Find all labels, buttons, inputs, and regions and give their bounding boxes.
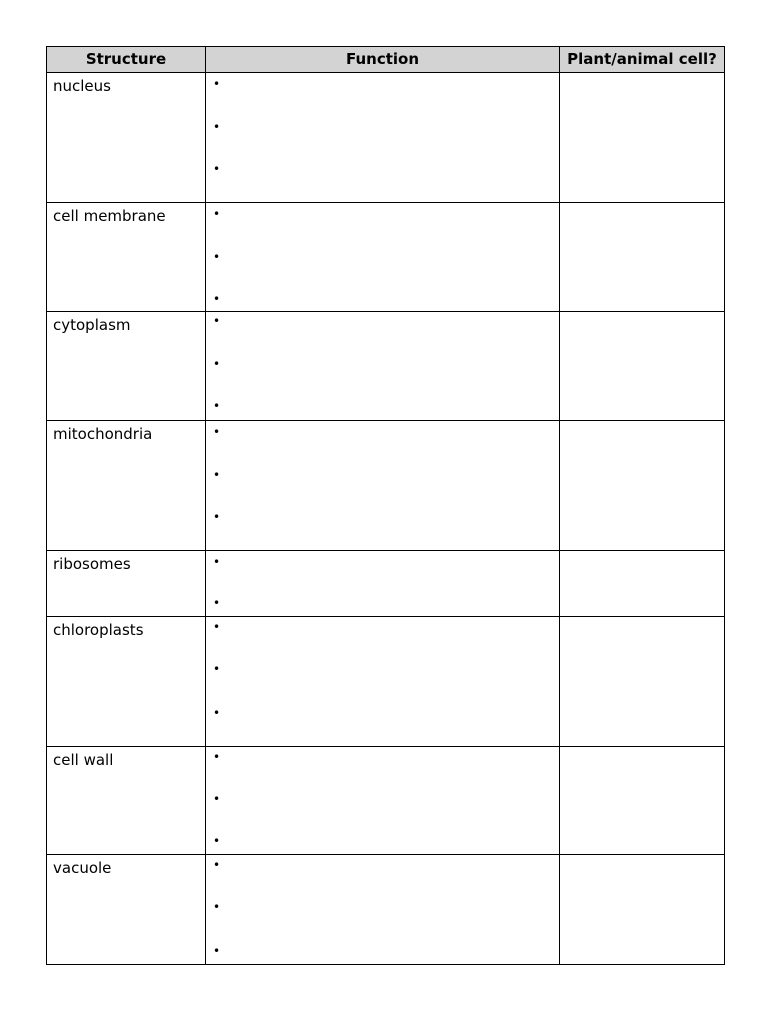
table-row <box>47 855 725 965</box>
header-function: Function <box>206 47 560 73</box>
function-bullets <box>206 855 559 963</box>
function-cell[interactable] <box>206 747 560 855</box>
bullet-point: • <box>213 662 221 676</box>
structure-name: nucleus <box>53 77 111 95</box>
structure-cell <box>47 312 206 421</box>
cell-type-cell[interactable] <box>560 855 725 965</box>
bullet-point: • <box>213 314 221 328</box>
structure-cell <box>47 855 206 965</box>
cell-type-cell[interactable] <box>560 747 725 855</box>
cell-type-cell[interactable] <box>560 421 725 551</box>
function-cell[interactable] <box>206 855 560 965</box>
function-bullets <box>206 203 559 310</box>
bullet-point: • <box>213 425 221 439</box>
structure-cell <box>47 747 206 855</box>
function-cell[interactable] <box>206 617 560 747</box>
structure-name: cell membrane <box>53 207 166 225</box>
cell-type-cell[interactable] <box>560 312 725 421</box>
table-row <box>47 203 725 312</box>
bullet-point: • <box>213 858 221 872</box>
cell-type-cell[interactable] <box>560 617 725 747</box>
function-cell[interactable] <box>206 312 560 421</box>
header-cell-type: Plant/animal cell? <box>560 47 725 73</box>
structure-cell <box>47 551 206 617</box>
structure-cell <box>47 203 206 312</box>
table-row <box>47 747 725 855</box>
bullet-point: • <box>213 706 221 720</box>
bullet-point: • <box>213 399 221 413</box>
function-bullets <box>206 617 559 745</box>
table-body <box>47 73 725 965</box>
structure-name: vacuole <box>53 859 112 877</box>
structure-name: ribosomes <box>53 555 131 573</box>
table-row <box>47 551 725 617</box>
bullet-point: • <box>213 596 221 610</box>
cell-type-cell[interactable] <box>560 73 725 203</box>
structure-name: cytoplasm <box>53 316 131 334</box>
bullet-point: • <box>213 900 221 914</box>
bullet-point: • <box>213 292 221 306</box>
header-structure: Structure <box>47 47 206 73</box>
structure-name: mitochondria <box>53 425 153 443</box>
function-bullets <box>206 747 559 853</box>
function-cell[interactable] <box>206 551 560 617</box>
structure-name: cell wall <box>53 751 114 769</box>
cell-type-cell[interactable] <box>560 203 725 312</box>
table-row <box>47 312 725 421</box>
structure-cell <box>47 73 206 203</box>
bullet-point: • <box>213 77 221 91</box>
bullet-point: • <box>213 357 221 371</box>
bullet-point: • <box>213 555 221 569</box>
function-cell[interactable] <box>206 73 560 203</box>
table-row <box>47 421 725 551</box>
bullet-point: • <box>213 468 221 482</box>
bullet-point: • <box>213 162 221 176</box>
function-bullets <box>206 73 559 201</box>
table-row <box>47 617 725 747</box>
cell-type-cell[interactable] <box>560 551 725 617</box>
function-bullets <box>206 312 559 419</box>
bullet-point: • <box>213 207 221 221</box>
function-cell[interactable] <box>206 203 560 312</box>
bullet-point: • <box>213 120 221 134</box>
bullet-point: • <box>213 834 221 848</box>
cell-structure-table <box>46 46 725 965</box>
bullet-point: • <box>213 620 221 634</box>
bullet-point: • <box>213 944 221 958</box>
bullet-point: • <box>213 750 221 764</box>
structure-cell <box>47 421 206 551</box>
bullet-point: • <box>213 250 221 264</box>
function-bullets <box>206 551 559 615</box>
function-bullets <box>206 421 559 549</box>
bullet-point: • <box>213 510 221 524</box>
structure-cell <box>47 617 206 747</box>
function-cell[interactable] <box>206 421 560 551</box>
table-row <box>47 73 725 203</box>
header-row <box>47 47 725 73</box>
structure-name: chloroplasts <box>53 621 144 639</box>
bullet-point: • <box>213 792 221 806</box>
